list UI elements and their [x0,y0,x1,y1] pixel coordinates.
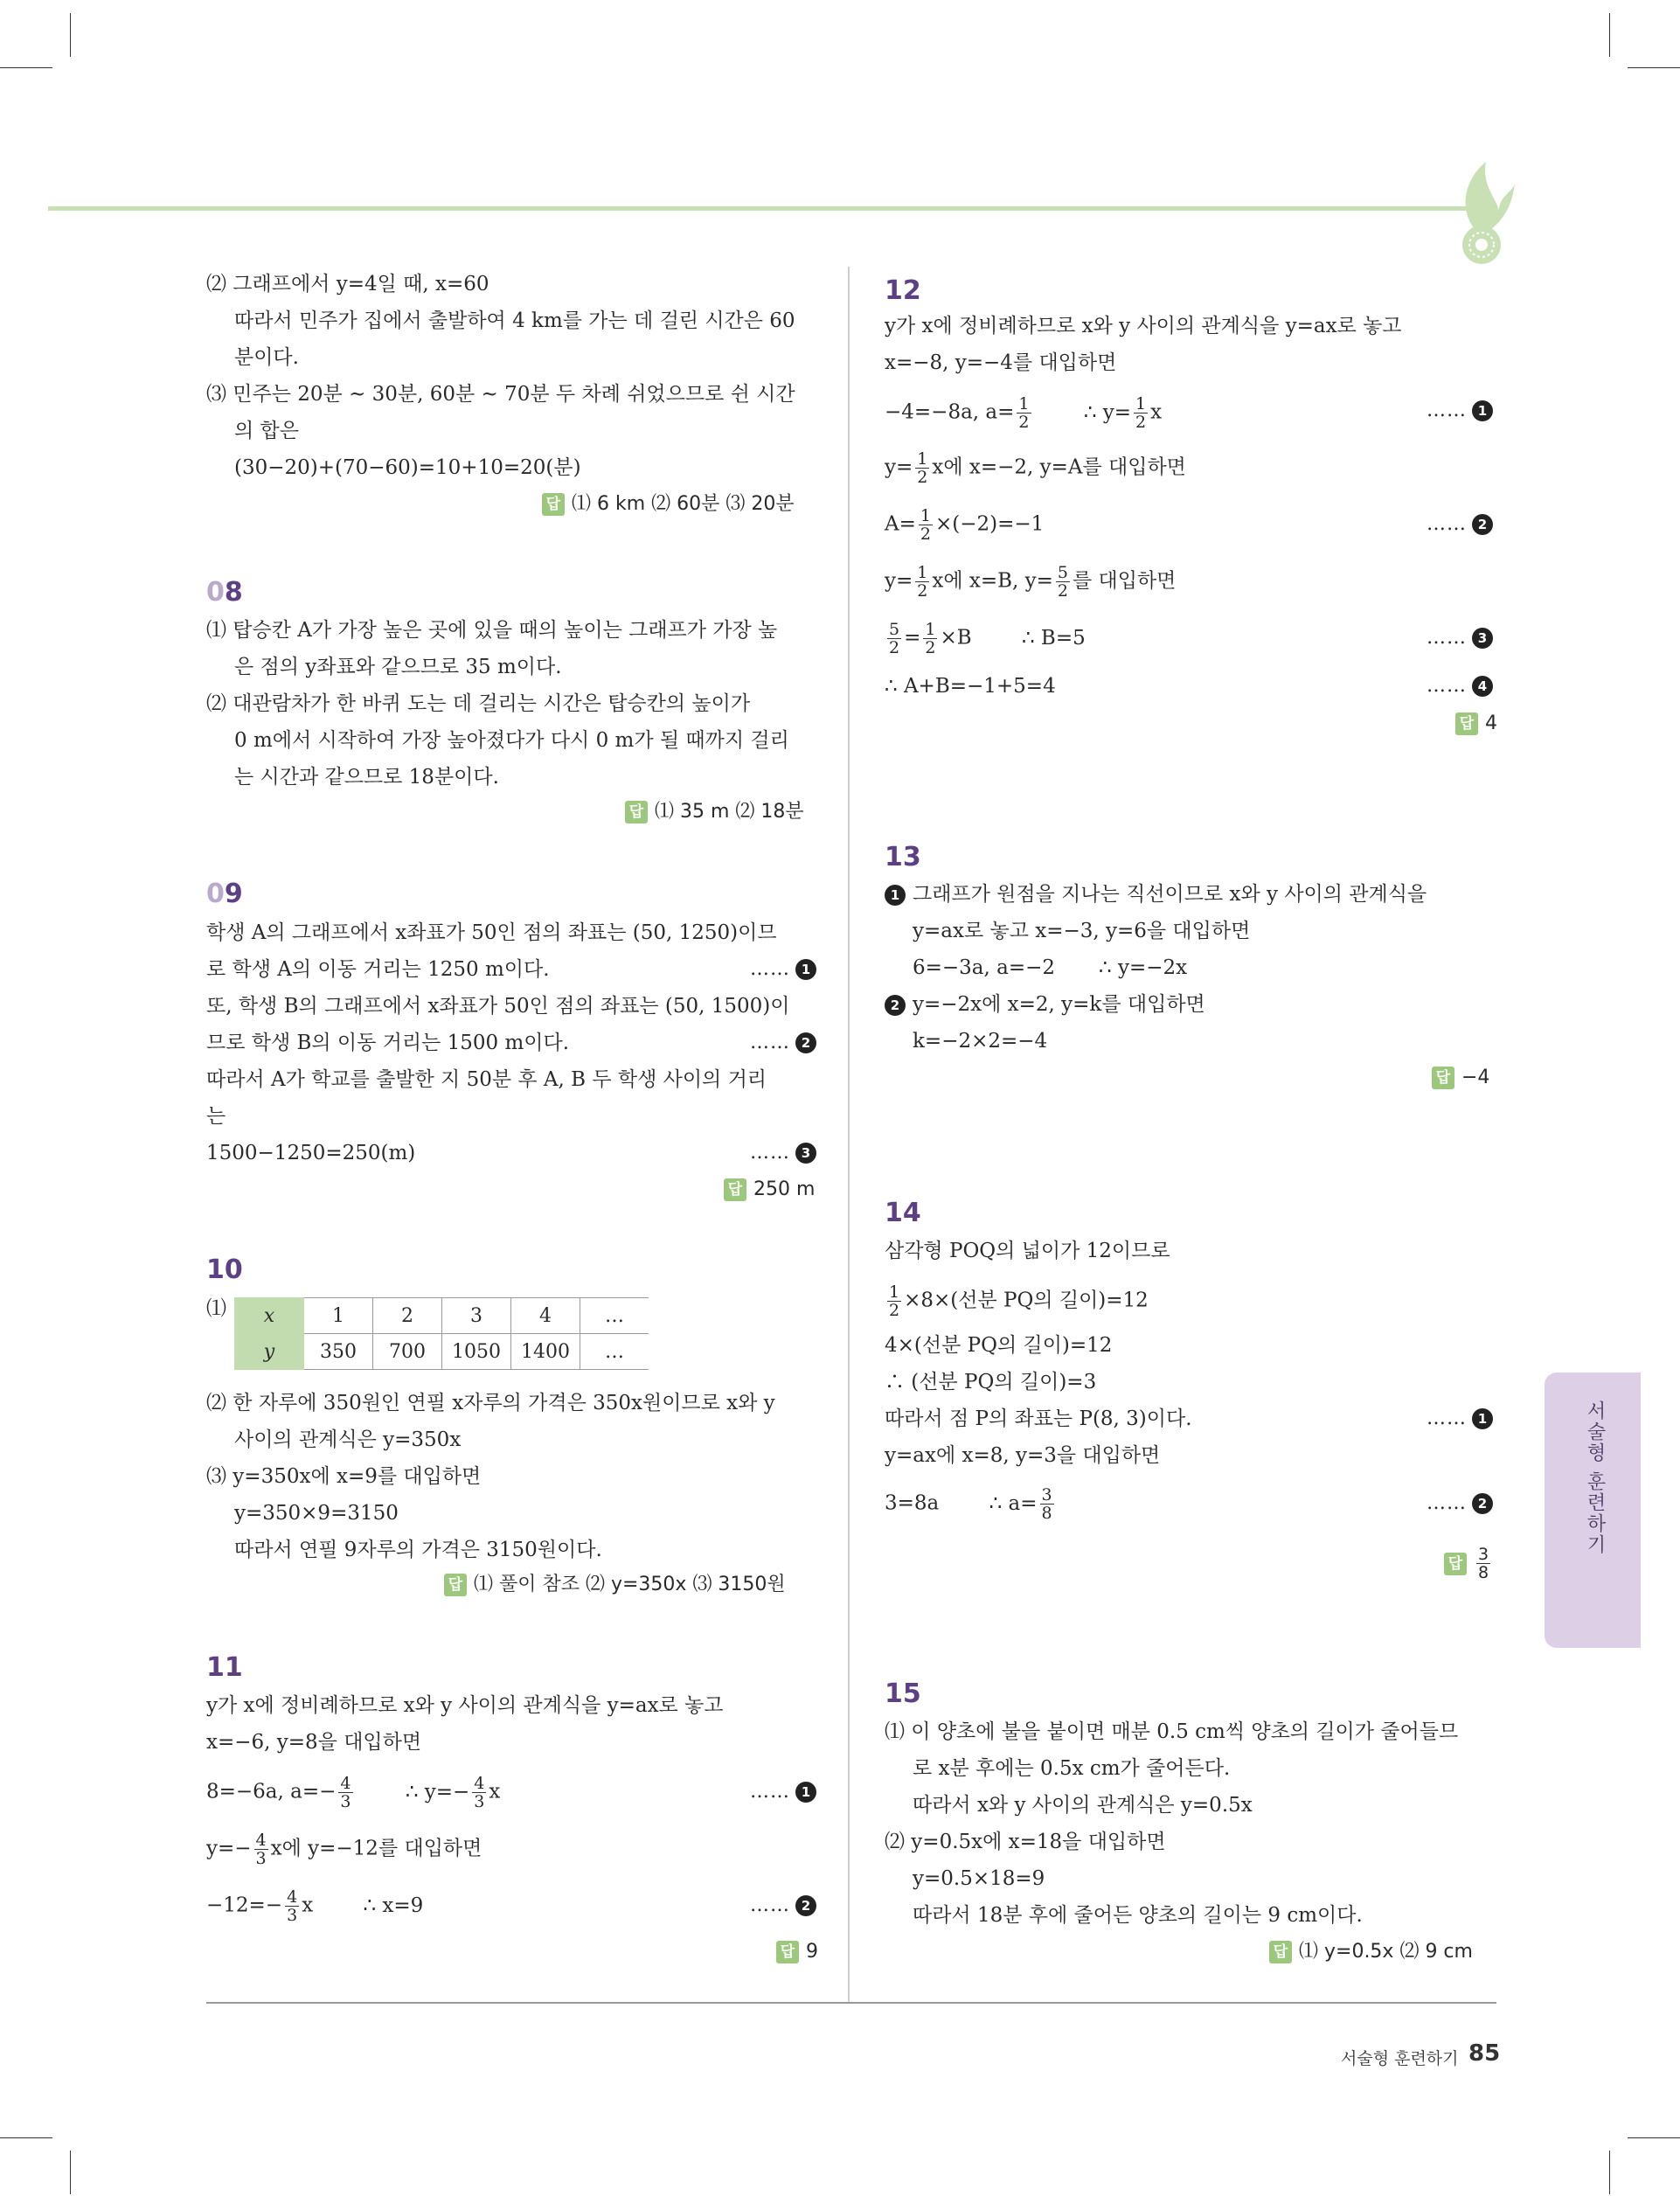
fraction-denominator: 8 [1478,1563,1489,1582]
equation-part: x에 x=B, y= [932,569,1053,593]
text-line: ⑵ 그래프에서 y=4일 때, x=60 [206,273,489,295]
answer [1432,1065,1489,1091]
text-line: 는 시간과 같으므로 18분이다. [234,766,499,789]
text-line: 의 합은 [234,420,299,442]
problem-number [206,577,243,608]
equation-part: A= [885,512,916,536]
table-cell: 3 [442,1298,511,1334]
dots: …… [1427,400,1467,421]
problem-number: 12 [885,275,921,306]
crop-mark [70,2151,71,2194]
step-marker [1427,625,1493,651]
text-line: 따라서 연필 9자루의 가격은 3150원이다. [234,1539,602,1561]
answer [1269,1939,1473,1965]
fraction-denominator: 2 [920,525,931,544]
text-line: 4×(선분 PQ의 길이)=12 [885,1334,1113,1357]
step-marker [750,1140,816,1166]
text-line: y=ax에 x=8, y=3을 대입하면 [885,1444,1161,1467]
fraction-denominator: 2 [889,638,900,657]
text-line: 따라서 민주가 집에서 출발하여 4 km를 가는 데 걸린 시간은 60 [234,309,795,332]
text-line: 분이다. [234,346,299,369]
equation-part: ×(−2)=−1 [934,512,1045,536]
fraction-denominator: 3 [340,1792,351,1811]
fraction [472,1775,486,1810]
equation-line [885,450,1186,486]
text-part: 그래프가 원점을 지나는 직선이므로 x와 y 사이의 관계식을 [913,883,1427,906]
fraction-numerator: 4 [474,1774,485,1793]
problem-number-prefix: 0 [206,577,225,608]
answer-mark: 답 [1432,1067,1454,1089]
equation-part: ∴ x=9 [363,1894,424,1917]
step-number-icon: 2 [795,1895,816,1916]
table-header-cell: y [235,1334,304,1370]
answer-mark: 답 [542,493,565,516]
answer [776,1939,818,1965]
step-number-icon: 2 [1472,1493,1493,1514]
equation-line [206,1888,423,1924]
table-cell: 1050 [442,1334,511,1370]
fraction-denominator: 2 [925,638,936,657]
problem-number: 15 [885,1678,921,1709]
problem-number: 10 [206,1254,243,1285]
table-cell: 1 [304,1298,373,1334]
text-line: k=−2×2=−4 [913,1030,1048,1053]
table-cell: 4 [511,1298,580,1334]
fraction-numerator: 1 [1018,394,1030,413]
text-line: ⑵ y=0.5x에 x=18을 대입하면 [885,1831,1166,1853]
answer-mark: 답 [1455,712,1478,735]
equation-part: x [489,1780,501,1803]
equation-line [206,1831,482,1867]
fraction-numerator: 5 [1057,563,1068,582]
answer-mark: 답 [724,1178,746,1201]
fraction [887,1283,901,1319]
page-number: 85 [1468,2040,1501,2067]
text-line: ⑶ y=350x에 x=9를 대입하면 [206,1465,482,1488]
fraction [1040,1486,1054,1522]
fraction-denominator: 2 [917,581,928,601]
equation-line: $\frac{5}{2}$ = $\frac{1}{2}$ ×B ∴ B=5 [889,620,1086,657]
fraction [338,1775,352,1810]
fraction-numerator: 1 [925,620,936,639]
equation-part: ∴ B=5 [1021,626,1086,650]
fraction-numerator: 4 [340,1774,351,1793]
step-marker [750,1030,816,1056]
answer-text: ⑴ y=0.5x ⑵ 9 cm [1299,1941,1473,1963]
step-marker [1427,673,1493,699]
step-number-icon: 1 [795,1782,816,1803]
answer-text: ⑴ 풀이 참조 ⑵ y=350x ⑶ 3150원 [474,1574,786,1595]
equation-part: ∴ y=− [405,1780,470,1803]
text-line: ⑶ 민주는 20분 ~ 30분, 60분 ~ 70분 두 차례 쉬었으므로 쉰 시간 [206,383,795,406]
equation-line [913,955,1187,981]
equation-line [885,564,1176,600]
step-number-icon: 1 [1472,1408,1493,1429]
step-marker [1427,1491,1493,1517]
equation-part: x에 x=−2, y=A를 대입하면 [932,455,1186,479]
equation-part: 8=−6a, a=− [206,1780,337,1803]
value-table [234,1297,649,1370]
text-line: 따라서 A가 학교를 출발한 지 50분 후 A, B 두 학생 사이의 거리 [206,1068,767,1091]
equation-part: 를 대입하면 [1073,569,1177,593]
step-marker [1427,511,1493,538]
step-number-icon: 3 [1472,628,1493,649]
equation-part: y= [885,569,913,593]
crop-mark [1628,2137,1680,2138]
fraction-numerator: 4 [287,1887,298,1907]
table-row [235,1298,649,1334]
problem-number [206,879,243,909]
text-line: y=0.5×18=9 [913,1867,1045,1890]
fraction [1056,564,1070,600]
column-divider [848,267,850,2002]
dots: …… [750,1781,790,1803]
crop-mark [0,67,52,68]
text-part: y=−2x에 x=2, y=k를 대입하면 [913,993,1205,1016]
text-line: x=−6, y=8을 대입하면 [206,1731,422,1754]
text-line: 따라서 x와 y 사이의 관계식은 y=0.5x [913,1794,1253,1817]
answer-text: ⑴ 6 km ⑵ 60분 ⑶ 20분 [572,493,795,515]
problem-number-prefix: 0 [206,879,225,909]
side-tab-label: 서술형 훈련하기 [1584,1400,1606,1555]
text-line: ∴ A+B=−1+5=4 [885,675,1056,698]
step-number-icon: 2 [795,1032,816,1053]
flower-ornament-icon [1447,144,1517,267]
fraction-denominator: 2 [1018,413,1030,432]
text-line: ⑴ 이 양초에 불을 붙이면 매분 0.5 cm씩 양초의 길이가 줄어들므 [885,1720,1459,1743]
text-line: y=350×9=3150 [234,1502,399,1525]
fraction [285,1888,299,1924]
fraction-denominator: 2 [889,1301,900,1320]
step-number-icon: 1 [885,885,906,906]
equation-line [885,507,1044,543]
problem-number: 14 [885,1198,921,1228]
text-line [885,881,1427,907]
crop-mark [0,2137,52,2138]
equation-part: −12=− [206,1894,283,1917]
fraction [887,621,901,657]
equation-part: ∴ y=−2x [1099,956,1188,979]
answer-text: 4 [1485,712,1497,734]
answer [1455,711,1497,737]
equation-line [885,1486,1057,1522]
answer-mark: 답 [1444,1553,1467,1575]
step-marker [1427,1406,1493,1432]
dots: …… [750,1032,790,1053]
answer-text: −4 [1461,1067,1490,1088]
crop-mark [1628,67,1680,68]
text-line: ⑴ 탑승칸 A가 가장 높은 곳에 있을 때의 높이는 그래프가 가장 높 [206,619,778,642]
answer-mark: 답 [1269,1941,1292,1963]
equation-part: y= [885,455,913,479]
text-line: 므로 학생 B의 이동 거리는 1500 m이다. [206,1032,570,1054]
equation-part: x [302,1894,314,1917]
text-line: 따라서 18분 후에 줄어든 양초의 길이는 9 cm이다. [913,1904,1363,1927]
crop-mark [1609,13,1610,57]
step-number-icon: 4 [1472,676,1493,697]
answer-mark: 답 [776,1941,799,1963]
equation-part: y=− [206,1837,252,1860]
dots: …… [750,1894,790,1916]
text-line: 은 점의 y좌표와 같으므로 35 m이다. [234,656,562,678]
fraction-denominator: 2 [917,468,928,487]
step-marker [750,1893,816,1919]
fraction [919,507,933,543]
step-marker [1427,398,1493,424]
fraction-denominator: 2 [1057,581,1068,601]
fraction-denominator: 3 [287,1906,298,1925]
table-cell: 350 [304,1334,373,1370]
answer-text: ⑴ 35 m ⑵ 18분 [655,801,804,823]
dots: …… [1427,1407,1467,1429]
table-cell: 2 [373,1298,442,1334]
text-line: 1500−1250=250(m) [206,1142,416,1164]
text-line: 따라서 점 P의 좌표는 P(8, 3)이다. [885,1407,1192,1430]
text-line: ∴ (선분 PQ의 길이)=3 [885,1371,1097,1393]
footer-section-title: 서술형 훈련하기 [1341,2049,1459,2068]
fraction [923,621,937,657]
text-line: 로 학생 A의 이동 거리는 1250 m이다. [206,958,550,981]
answer [1444,1546,1493,1581]
fraction-numerator: 1 [917,563,928,582]
text-line: y가 x에 정비례하므로 x와 y 사이의 관계식을 y=ax로 놓고 [206,1694,724,1717]
text-line: ⑴ [206,1297,226,1320]
fraction-numerator: 3 [1478,1545,1489,1564]
text-line: 또, 학생 B의 그래프에서 x좌표가 50인 점의 좌표는 (50, 1500)이 [206,995,790,1018]
step-number-icon: 2 [885,995,906,1016]
fraction [915,564,929,600]
equation-part: −4=−8a, a= [885,400,1015,424]
equation-part: ∴ y= [1083,400,1132,424]
equation-part: ×B [940,626,972,650]
text-line: 학생 A의 그래프에서 x좌표가 50인 점의 좌표는 (50, 1250)이므 [206,921,777,944]
step-number-icon: 3 [795,1143,816,1164]
answer-mark: 답 [625,801,648,824]
fraction-denominator: 3 [255,1849,267,1868]
table-row [235,1334,649,1370]
answer-mark: 답 [444,1574,467,1596]
problem-number: 13 [885,842,921,872]
crop-mark [70,13,71,57]
text-line: y=ax로 놓고 x=−3, y=6을 대입하면 [913,920,1251,942]
problem-number: 11 [206,1652,243,1683]
fraction-numerator: 1 [1135,394,1147,413]
fraction [1134,395,1148,431]
step-number-icon: 1 [1472,400,1493,421]
table-cell: … [580,1334,649,1370]
fraction-denominator: 3 [474,1792,485,1811]
step-marker [750,956,816,983]
fraction-numerator: 1 [889,1282,900,1302]
answer-text: 9 [806,1941,818,1963]
equation-line [885,395,1162,431]
text-line: 는 [206,1105,226,1128]
dots: …… [1427,1492,1467,1514]
text-line: 0 m에서 시작하여 가장 높아졌다가 다시 0 m가 될 때까지 걸리 [234,729,789,752]
dots: …… [1427,513,1467,535]
answer-text: 250 m [753,1178,816,1200]
text-line: y가 x에 정비례하므로 x와 y 사이의 관계식을 y=ax로 놓고 [885,315,1402,337]
table-header-cell: x [235,1298,304,1334]
table-cell: 1400 [511,1334,580,1370]
text-line: 로 x분 후에는 0.5x cm가 줄어든다. [913,1757,1231,1780]
fraction-numerator: 4 [255,1831,267,1850]
equation-part: ×8×(선분 PQ의 길이)=12 [904,1289,1149,1312]
dots: …… [750,958,790,980]
fraction [915,450,929,486]
equation-part: x [1150,400,1163,424]
text-line [885,991,1205,1018]
text-line: x=−8, y=−4를 대입하면 [885,351,1117,374]
step-number-icon: 2 [1472,514,1493,535]
footer-rule [206,2002,1496,2004]
table-cell: 700 [373,1334,442,1370]
answer-fraction [1476,1546,1490,1581]
crop-mark [1609,2151,1610,2194]
text-line: (30−20)+(70−60)=10+10=20(분) [234,456,581,479]
table-cell: … [580,1298,649,1334]
equation-part: 3=8a [885,1491,940,1515]
answer [542,491,795,518]
answer [724,1177,815,1203]
fraction-numerator: 1 [920,506,931,525]
fraction-numerator: 5 [889,620,900,639]
fraction-numerator: 3 [1041,1485,1052,1505]
equation-line [885,1283,1149,1319]
fraction [1017,395,1031,431]
fraction [254,1831,268,1867]
answer [625,799,804,825]
problem-number-digit: 9 [224,879,243,909]
equation-part: x에 y=−12를 대입하면 [270,1837,482,1860]
dots: …… [1427,627,1467,649]
text-line: 사이의 관계식은 y=350x [234,1428,462,1451]
step-number-icon: 1 [795,959,816,980]
equation-part: ∴ a= [989,1491,1038,1515]
problem-number-digit: 8 [224,577,243,608]
fraction-denominator: 2 [1135,413,1147,432]
text-line: 삼각형 POQ의 넓이가 12이므로 [885,1240,1170,1262]
equation-part: 6=−3a, a=−2 [913,956,1056,979]
text-line: ⑵ 대관람차가 한 바퀴 도는 데 걸리는 시간은 탑승칸의 높이가 [206,692,751,715]
dots: …… [750,1142,790,1164]
answer [444,1572,786,1598]
dots: …… [1427,675,1467,697]
header-rule [48,206,1468,211]
step-marker [750,1779,816,1805]
fraction-numerator: 1 [917,449,928,469]
text-line: ⑵ 한 자루에 350원인 연필 x자루의 가격은 350x원이므로 x와 y [206,1392,775,1414]
equation-line [206,1775,500,1810]
fraction-denominator: 8 [1041,1504,1052,1523]
